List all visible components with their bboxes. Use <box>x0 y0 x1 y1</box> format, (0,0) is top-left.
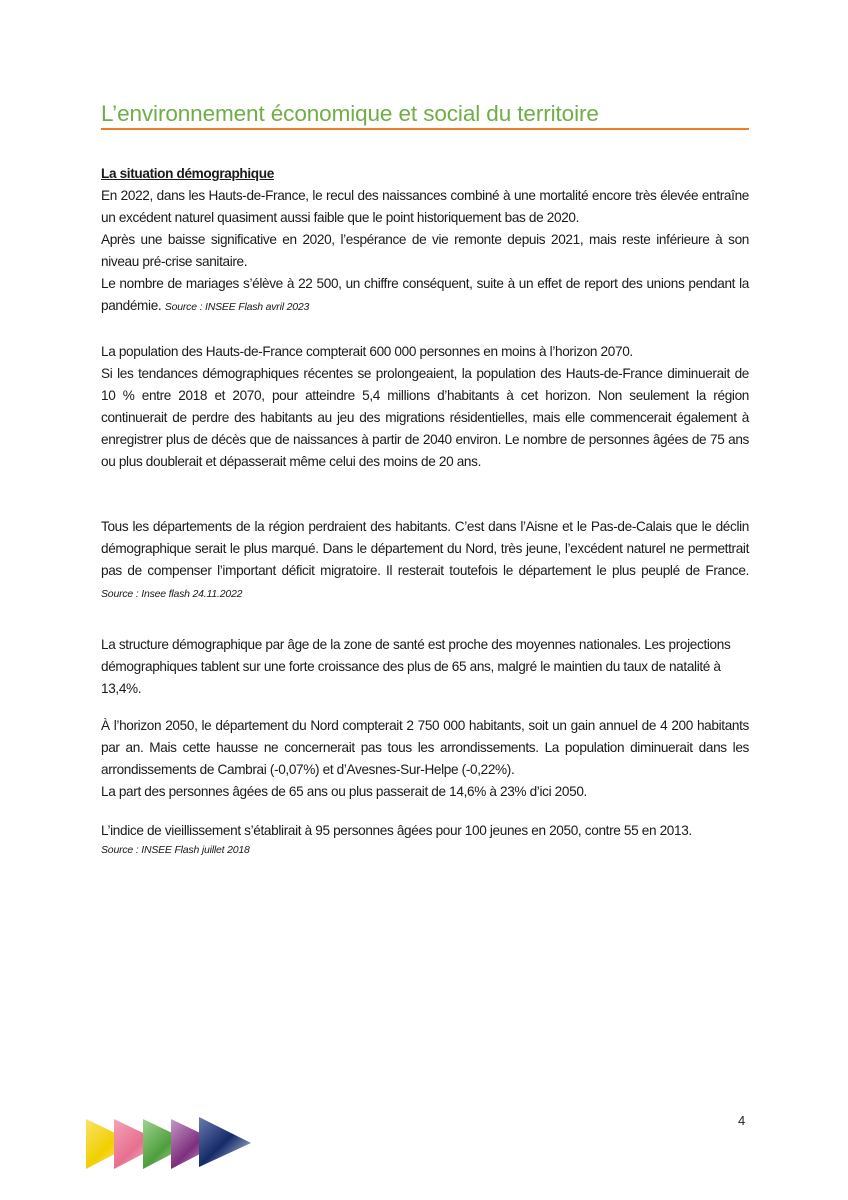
paragraph-departments-text: Tous les départements de la région perdraient des habitants. C’est dans l’Aisne et le Pas-de-Calais que le déclin démographique serait le plus marqué. Dans le département du Nord, très jeune, l’excédent naturel ne permettrait pas de compenser l’important déficit migratoire. Il resterait toutefois le département le plus peuplé de France. <box>101 519 749 578</box>
paragraph-nord-population: À l’horizon 2050, le département du Nord compterait 2 750 000 habitants, soit un gain annuel de 4 200 habitants par an. Mais cette hausse ne concernerait pas tous les arrondissements. La population diminuerait dans les arrondissements de Cambrai (-0,07%) et d’Avesnes-Sur-Helpe (-0,22%). <box>101 718 749 777</box>
page-title: L’environnement économique et social du territoire <box>101 101 599 126</box>
section-nord-2050 <box>101 715 749 803</box>
paragraph-marriages-text: Le nombre de mariages s’élève à 22 500, un chiffre conséquent, suite à un effet de report des unions pendant la pandémie. <box>101 276 749 313</box>
paragraph-demographic-trends: Si les tendances démographiques récentes se prolongeaient, la population des Hauts-de-France diminuerait de 10 % entre 2018 et 2070, pour atteindre 5,4 millions d’habitants à cet horizon. Non seulement la région continuerait de perdre des habitants au jeu des migrations résidentielles, mais elle commencerait également à enregistrer plus de décès que de naissances à partir de 2040 environ. Le nombre de personnes âgées de 75 ans ou plus doublerait et dépasserait même celui des moins de 20 ans. <box>101 366 749 469</box>
section-population-2070 <box>101 341 749 473</box>
section-aging-index <box>101 820 749 858</box>
paragraph-life-expectancy: Après une baisse significative en 2020, l’espérance de vie remonte depuis 2021, mais reste inférieure à son niveau pré-crise sanitaire. <box>101 232 749 269</box>
section-departments <box>101 516 749 605</box>
paragraph-births: En 2022, dans les Hauts-de-France, le recul des naissances combiné à une mortalité encore très élevée entraîne un excédent naturel quasiment aussi faible que le point historiquement bas de 2020. <box>101 188 749 225</box>
title-underline-rule <box>101 128 749 130</box>
source-citation: Source : INSEE Flash avril 2023 <box>164 301 310 313</box>
paragraph-age-structure: La structure démographique par âge de la zone de santé est proche des moyennes nationales. Les projections démographiques tablent sur une forte croissance des plus de 65 ans, malgré le maintien du taux de natalité à 13,4%. <box>101 637 731 696</box>
navy-arrow-icon <box>199 1117 251 1167</box>
section-age-structure <box>101 634 749 700</box>
paragraph-departments <box>101 516 749 605</box>
source-citation: Source : INSEE Flash juillet 2018 <box>101 844 250 856</box>
paragraph-elderly-share: La part des personnes âgées de 65 ans ou plus passerait de 14,6% à 23% d’ici 2050. <box>101 784 587 799</box>
paragraph-aging-index: L’indice de vieillissement s’établirait à 95 personnes âgées pour 100 jeunes en 2050, contre 55 en 2013. <box>101 823 692 838</box>
five-colored-arrows-logo-icon <box>84 1113 254 1171</box>
section-demographic-situation <box>101 163 749 318</box>
source-citation: Source : Insee flash 24.11.2022 <box>101 588 243 600</box>
page-number: 4 <box>738 1113 746 1128</box>
paragraph-population-loss: La population des Hauts-de-France compterait 600 000 personnes en moins à l’horizon 2070. <box>101 344 633 359</box>
section-heading: La situation démographique <box>101 166 274 181</box>
paragraph-marriages <box>101 273 749 318</box>
